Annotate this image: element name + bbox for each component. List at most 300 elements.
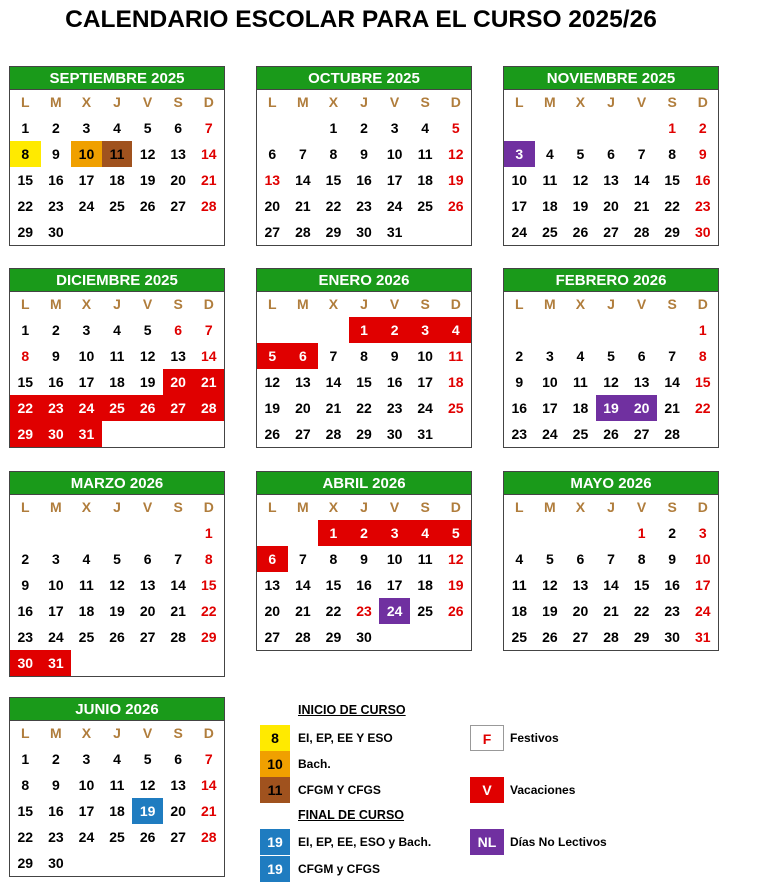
day-cell: 14 — [170, 577, 186, 593]
weekday-label: J — [607, 296, 615, 312]
day-cell: 19 — [139, 374, 156, 390]
day-cell: 30 — [356, 224, 372, 240]
day-cell: 20 — [264, 603, 281, 619]
day-cell: 4 — [515, 551, 524, 567]
day-cell: 13 — [603, 172, 619, 188]
day-cell: 19 — [572, 198, 589, 214]
day-cell: 13 — [264, 172, 281, 188]
week-row — [10, 115, 224, 141]
empty-day-cell — [504, 317, 535, 343]
day-cell: 24 — [78, 198, 95, 214]
day-cell: 17 — [417, 374, 433, 390]
week-row — [257, 343, 471, 369]
weekday-label: D — [203, 94, 214, 110]
empty-day-cell — [565, 520, 596, 546]
weekday-label: V — [636, 296, 647, 312]
empty-day-cell — [410, 219, 441, 245]
week-row — [10, 369, 224, 395]
month-days — [9, 292, 225, 448]
empty-day-cell — [193, 850, 224, 876]
empty-day-cell — [163, 421, 194, 447]
month-title: OCTUBRE 2025 — [256, 66, 472, 90]
empty-day-cell — [288, 115, 319, 141]
day-cell: 12 — [447, 146, 464, 162]
weekday-label: L — [515, 499, 524, 515]
day-cell: 26 — [603, 426, 619, 442]
day-cell: 7 — [329, 348, 338, 364]
day-cell: 30 — [356, 629, 372, 645]
day-cell: 3 — [82, 751, 91, 767]
weekday-label: L — [268, 94, 277, 110]
day-cell: 25 — [102, 395, 133, 421]
day-cell: 8 — [10, 141, 41, 167]
week-row — [504, 520, 718, 546]
day-cell: 28 — [193, 395, 224, 421]
day-cell: 22 — [17, 829, 34, 845]
weekday-label: X — [328, 296, 339, 312]
day-cell: 29 — [325, 629, 342, 645]
day-cell: 16 — [356, 577, 372, 593]
day-cell: 22 — [200, 603, 217, 619]
day-cell: 24 — [379, 598, 410, 624]
day-cell: 8 — [329, 146, 338, 162]
day-cell: 18 — [447, 374, 464, 390]
weekday-label: D — [203, 725, 214, 741]
month-title: MAYO 2026 — [503, 471, 719, 495]
day-cell: 17 — [78, 172, 95, 188]
empty-day-cell — [102, 850, 133, 876]
day-cell: 7 — [204, 322, 213, 338]
legend-end-swatch-eso: 19 — [260, 829, 290, 855]
month-calendar — [9, 697, 225, 877]
week-row — [504, 167, 718, 193]
day-cell: 31 — [71, 421, 102, 447]
day-cell: 5 — [607, 348, 615, 364]
day-cell: 10 — [71, 141, 102, 167]
week-row — [10, 167, 224, 193]
day-cell: 29 — [17, 855, 34, 871]
week-row — [257, 141, 471, 167]
day-cell: 2 — [349, 520, 380, 546]
day-cell: 19 — [132, 798, 163, 824]
day-cell: 1 — [349, 317, 380, 343]
legend-vacaciones-label: Vacaciones — [510, 783, 576, 797]
month-calendar — [503, 66, 719, 246]
day-cell: 5 — [451, 120, 460, 136]
month-days — [9, 721, 225, 877]
day-cell: 1 — [21, 751, 30, 767]
week-row — [10, 219, 224, 245]
empty-day-cell — [163, 650, 194, 676]
day-cell: 23 — [41, 395, 72, 421]
day-cell: 22 — [356, 400, 372, 416]
day-cell: 16 — [694, 172, 711, 188]
day-cell: 29 — [10, 421, 41, 447]
day-cell: 11 — [417, 146, 433, 162]
day-cell: 12 — [603, 374, 619, 390]
day-cell: 14 — [325, 374, 342, 390]
day-cell: 31 — [694, 629, 711, 645]
day-cell: 20 — [572, 603, 589, 619]
weekday-label: M — [50, 296, 62, 312]
day-cell: 12 — [572, 172, 589, 188]
day-cell: 29 — [17, 224, 34, 240]
day-cell: 25 — [109, 198, 125, 214]
day-cell: 9 — [698, 146, 707, 162]
day-cell: 23 — [356, 198, 372, 214]
week-row — [504, 572, 718, 598]
day-cell: 2 — [51, 120, 60, 136]
day-cell: 12 — [264, 374, 281, 390]
day-cell: 14 — [664, 374, 680, 390]
day-cell: 15 — [17, 803, 34, 819]
day-cell: 17 — [386, 172, 403, 188]
day-cell: 3 — [82, 322, 91, 338]
weekday-label: V — [142, 94, 153, 110]
weekday-label: S — [173, 296, 183, 312]
day-cell: 1 — [204, 525, 213, 541]
day-cell: 25 — [447, 400, 464, 416]
day-cell: 20 — [170, 803, 186, 819]
legend-start-label-cf: CFGM Y CFGS — [298, 783, 381, 797]
month-calendar — [256, 471, 472, 651]
empty-day-cell — [102, 520, 133, 546]
day-cell: 31 — [386, 224, 403, 240]
day-cell: 3 — [504, 141, 535, 167]
legend-no-lectivos-swatch: NL — [470, 829, 504, 855]
day-cell: 22 — [664, 198, 680, 214]
day-cell: 8 — [360, 348, 368, 364]
week-row — [10, 824, 224, 850]
day-cell: 6 — [607, 146, 615, 162]
month-title: FEBRERO 2026 — [503, 268, 719, 292]
month-title: ENERO 2026 — [256, 268, 472, 292]
day-cell: 20 — [264, 198, 281, 214]
day-cell: 9 — [360, 551, 368, 567]
day-cell: 19 — [109, 603, 125, 619]
day-cell: 4 — [410, 520, 441, 546]
day-cell: 9 — [668, 551, 677, 567]
day-cell: 5 — [113, 551, 121, 567]
day-cell: 18 — [417, 172, 433, 188]
weekday-label: J — [607, 94, 615, 110]
weekday-label: J — [113, 725, 121, 741]
day-cell: 28 — [295, 224, 311, 240]
week-row — [257, 572, 471, 598]
day-cell: 19 — [447, 172, 464, 188]
day-cell: 4 — [113, 120, 121, 136]
day-cell: 16 — [356, 172, 372, 188]
week-row — [257, 395, 471, 421]
day-cell: 15 — [325, 577, 342, 593]
day-cell: 16 — [17, 603, 34, 619]
month-title: JUNIO 2026 — [9, 697, 225, 721]
day-cell: 17 — [542, 400, 558, 416]
empty-day-cell — [163, 520, 194, 546]
day-cell: 7 — [204, 120, 213, 136]
weekday-header-row — [504, 90, 718, 115]
day-cell: 20 — [626, 395, 657, 421]
day-cell: 12 — [139, 348, 156, 364]
weekday-label: X — [81, 94, 92, 110]
day-cell: 7 — [298, 146, 307, 162]
week-row — [10, 850, 224, 876]
empty-day-cell — [163, 850, 194, 876]
empty-day-cell — [596, 115, 627, 141]
day-cell: 29 — [325, 224, 342, 240]
day-cell: 18 — [511, 603, 528, 619]
day-cell: 17 — [511, 198, 528, 214]
day-cell: 21 — [200, 803, 217, 819]
month-days — [503, 292, 719, 448]
weekday-label: D — [697, 499, 708, 515]
week-row — [10, 572, 224, 598]
empty-day-cell — [102, 421, 133, 447]
weekday-label: L — [21, 94, 30, 110]
day-cell: 12 — [109, 577, 125, 593]
day-cell: 26 — [264, 426, 281, 442]
day-cell: 30 — [48, 855, 64, 871]
week-row — [504, 369, 718, 395]
day-cell: 9 — [51, 777, 60, 793]
weekday-label: D — [450, 296, 461, 312]
day-cell: 10 — [417, 348, 433, 364]
day-cell: 26 — [109, 629, 125, 645]
day-cell: 21 — [200, 172, 217, 188]
day-cell: 5 — [440, 520, 471, 546]
weekday-label: S — [420, 296, 430, 312]
month-calendar — [503, 268, 719, 448]
day-cell: 22 — [325, 198, 342, 214]
week-row — [504, 421, 718, 447]
week-row — [504, 343, 718, 369]
day-cell: 17 — [78, 803, 95, 819]
weekday-header-row — [10, 292, 224, 317]
weekday-label: V — [636, 94, 647, 110]
weekday-label: M — [50, 94, 62, 110]
week-row — [504, 546, 718, 572]
empty-day-cell — [440, 219, 471, 245]
day-cell: 21 — [295, 603, 311, 619]
day-cell: 23 — [511, 426, 528, 442]
day-cell: 24 — [71, 395, 102, 421]
day-cell: 18 — [109, 172, 125, 188]
day-cell: 15 — [633, 577, 650, 593]
week-row — [10, 193, 224, 219]
day-cell: 10 — [386, 551, 403, 567]
day-cell: 9 — [515, 374, 524, 390]
day-cell: 17 — [78, 374, 95, 390]
empty-day-cell — [504, 115, 535, 141]
weekday-label: V — [389, 94, 400, 110]
weekday-label: L — [21, 725, 30, 741]
day-cell: 17 — [48, 603, 64, 619]
weekday-label: J — [360, 499, 368, 515]
legend-end-swatch-cf: 19 — [260, 856, 290, 882]
day-cell: 18 — [572, 400, 589, 416]
weekday-header-row — [257, 495, 471, 520]
week-row — [10, 798, 224, 824]
day-cell: 24 — [542, 426, 558, 442]
weekday-label: S — [173, 499, 183, 515]
day-cell: 13 — [170, 348, 186, 364]
day-cell: 26 — [572, 224, 589, 240]
day-cell: 1 — [21, 322, 30, 338]
week-row — [504, 193, 718, 219]
empty-day-cell — [257, 115, 288, 141]
day-cell: 25 — [78, 629, 95, 645]
weekday-label: J — [113, 94, 121, 110]
day-cell: 15 — [664, 172, 680, 188]
day-cell: 2 — [379, 317, 410, 343]
day-cell: 14 — [200, 777, 217, 793]
day-cell: 21 — [295, 198, 311, 214]
day-cell: 11 — [573, 374, 588, 390]
day-cell: 9 — [51, 146, 60, 162]
weekday-label: V — [142, 296, 153, 312]
empty-day-cell — [596, 317, 627, 343]
day-cell: 23 — [48, 198, 64, 214]
day-cell: 31 — [417, 426, 433, 442]
day-cell: 27 — [295, 426, 311, 442]
day-cell: 6 — [174, 751, 183, 767]
day-cell: 21 — [664, 400, 680, 416]
week-row — [10, 624, 224, 650]
day-cell: 10 — [542, 374, 558, 390]
week-row — [10, 598, 224, 624]
day-cell: 17 — [694, 577, 711, 593]
day-cell: 16 — [664, 577, 680, 593]
day-cell: 16 — [48, 374, 64, 390]
day-cell: 5 — [576, 146, 585, 162]
weekday-label: J — [607, 499, 615, 515]
weekday-label: D — [697, 296, 708, 312]
empty-day-cell — [565, 317, 596, 343]
day-cell: 7 — [204, 751, 213, 767]
day-cell: 7 — [298, 551, 307, 567]
day-cell: 8 — [329, 551, 338, 567]
weekday-label: S — [173, 725, 183, 741]
day-cell: 11 — [417, 551, 433, 567]
day-cell: 25 — [109, 829, 125, 845]
day-cell: 13 — [633, 374, 650, 390]
weekday-label: D — [203, 296, 214, 312]
day-cell: 11 — [102, 141, 133, 167]
day-cell: 8 — [21, 777, 30, 793]
day-cell: 13 — [170, 146, 186, 162]
day-cell: 16 — [386, 374, 403, 390]
legend-start-heading: INICIO DE CURSO — [298, 703, 406, 717]
week-row — [504, 219, 718, 245]
day-cell: 31 — [41, 650, 72, 676]
empty-day-cell — [193, 219, 224, 245]
weekday-label: M — [297, 94, 309, 110]
month-days — [503, 495, 719, 651]
week-row — [257, 167, 471, 193]
day-cell: 1 — [329, 120, 338, 136]
month-title: SEPTIEMBRE 2025 — [9, 66, 225, 90]
empty-day-cell — [596, 520, 627, 546]
day-cell: 30 — [48, 224, 64, 240]
month-title: MARZO 2026 — [9, 471, 225, 495]
empty-day-cell — [193, 421, 224, 447]
day-cell: 3 — [379, 520, 410, 546]
day-cell: 3 — [390, 120, 399, 136]
month-days — [9, 495, 225, 677]
month-title: ABRIL 2026 — [256, 471, 472, 495]
day-cell: 25 — [542, 224, 558, 240]
day-cell: 21 — [633, 198, 650, 214]
legend-end-label-cf: CFGM y CFGS — [298, 862, 381, 876]
day-cell: 19 — [596, 395, 627, 421]
day-cell: 23 — [694, 198, 711, 214]
day-cell: 27 — [603, 224, 619, 240]
day-cell: 15 — [17, 374, 34, 390]
week-row — [504, 115, 718, 141]
day-cell: 6 — [174, 322, 183, 338]
day-cell: 14 — [200, 348, 217, 364]
weekday-label: M — [50, 725, 62, 741]
week-row — [257, 598, 471, 624]
day-cell: 18 — [542, 198, 558, 214]
week-row — [257, 624, 471, 650]
week-row — [257, 520, 471, 546]
day-cell: 20 — [170, 172, 186, 188]
day-cell: 14 — [295, 577, 311, 593]
day-cell: 7 — [174, 551, 183, 567]
month-days — [256, 292, 472, 448]
month-title: NOVIEMBRE 2025 — [503, 66, 719, 90]
day-cell: 13 — [264, 577, 281, 593]
day-cell: 1 — [318, 520, 349, 546]
day-cell: 6 — [288, 343, 319, 369]
week-row — [257, 369, 471, 395]
empty-day-cell — [41, 520, 72, 546]
weekday-label: S — [420, 94, 430, 110]
day-cell: 12 — [139, 146, 156, 162]
empty-day-cell — [535, 115, 566, 141]
empty-day-cell — [379, 624, 410, 650]
empty-day-cell — [71, 520, 102, 546]
empty-day-cell — [440, 421, 471, 447]
day-cell: 26 — [447, 603, 464, 619]
weekday-label: V — [636, 499, 647, 515]
weekday-label: M — [544, 296, 556, 312]
week-row — [10, 546, 224, 572]
weekday-label: V — [142, 499, 153, 515]
day-cell: 24 — [78, 829, 95, 845]
day-cell: 30 — [694, 224, 711, 240]
week-row — [257, 115, 471, 141]
month-calendar — [256, 66, 472, 246]
legend-vacaciones-swatch: V — [470, 777, 504, 803]
day-cell: 1 — [21, 120, 30, 136]
day-cell: 23 — [386, 400, 403, 416]
day-cell: 1 — [698, 322, 707, 338]
day-cell: 14 — [295, 172, 311, 188]
day-cell: 4 — [113, 322, 121, 338]
day-cell: 28 — [664, 426, 680, 442]
day-cell: 29 — [200, 629, 217, 645]
day-cell: 14 — [200, 146, 217, 162]
day-cell: 27 — [264, 629, 281, 645]
empty-day-cell — [504, 520, 535, 546]
legend-start-label-bach: Bach. — [298, 757, 331, 771]
day-cell: 29 — [664, 224, 680, 240]
day-cell: 17 — [386, 577, 403, 593]
week-row — [257, 421, 471, 447]
week-row — [504, 598, 718, 624]
